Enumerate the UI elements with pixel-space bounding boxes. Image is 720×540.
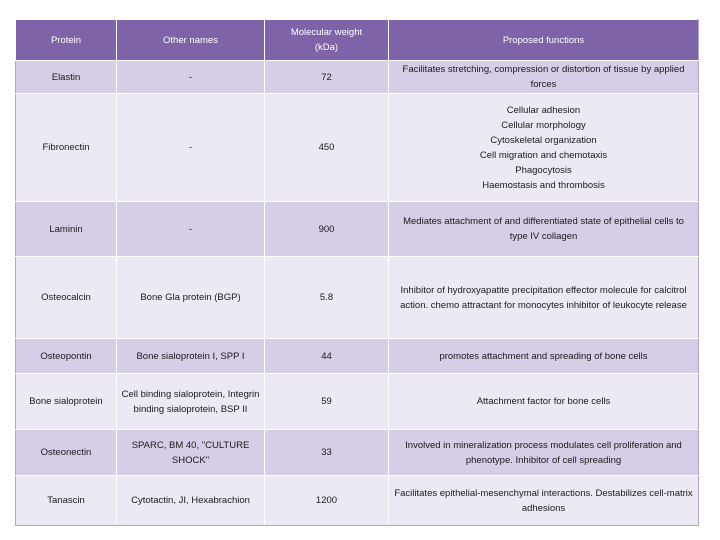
header-molecular-weight: Molecular weight (kDa) bbox=[265, 20, 389, 61]
protein-cell: Bone sialoprotein bbox=[16, 374, 117, 430]
table-row bbox=[16, 430, 699, 476]
other-names-cell: - bbox=[117, 94, 265, 202]
other-names-cell: Cell binding sialoprotein, Integrin binding sialoprotein, BSP II bbox=[117, 374, 265, 430]
function-line: Cellular morphology bbox=[501, 119, 586, 131]
function-line: Phagocytosis bbox=[515, 164, 572, 176]
table-row bbox=[16, 202, 699, 257]
header-protein: Protein bbox=[16, 20, 117, 61]
table-row bbox=[16, 476, 699, 526]
protein-cell: Osteonectin bbox=[16, 430, 117, 476]
other-names-cell: - bbox=[117, 61, 265, 94]
table-row bbox=[16, 339, 699, 374]
header-proposed-functions: Proposed functions bbox=[389, 20, 699, 61]
function-line: Cytoskeletal organization bbox=[490, 134, 597, 146]
other-names-cell: Bone Gla protein (BGP) bbox=[117, 257, 265, 339]
molecular-weight-cell: 44 bbox=[265, 339, 389, 374]
protein-cell: Fibronectin bbox=[16, 94, 117, 202]
functions-cell: Mediates attachment of and differentiated state of epithelial cells to type IV collagen bbox=[389, 202, 699, 257]
functions-cell: Facilitates epithelial-mesenchymal interactions. Destabilizes cell-matrix adhesions bbox=[389, 476, 699, 526]
functions-cell: Attachment factor for bone cells bbox=[389, 374, 699, 430]
molecular-weight-cell: 450 bbox=[265, 94, 389, 202]
other-names-cell: Bone sialoprotein I, SPP I bbox=[117, 339, 265, 374]
molecular-weight-cell: 59 bbox=[265, 374, 389, 430]
functions-cell: Inhibitor of hydroxyapatite precipitation effector molecule for calcitrol action. chemo attractant for monocytes inhibitor of leukocyte release bbox=[389, 257, 699, 339]
other-names-cell: Cytotactin, JI, Hexabrachion bbox=[117, 476, 265, 526]
functions-cell: Involved in mineralization process modulates cell proliferation and phenotype. Inhibitor of cell spreading bbox=[389, 430, 699, 476]
molecular-weight-cell: 33 bbox=[265, 430, 389, 476]
protein-cell: Osteopontin bbox=[16, 339, 117, 374]
function-line: Cellular adhesion bbox=[506, 104, 581, 116]
molecular-weight-cell: 72 bbox=[265, 61, 389, 94]
protein-table bbox=[15, 19, 699, 526]
table-row bbox=[16, 257, 699, 339]
functions-cell: Facilitates stretching, compression or distortion of tissue by applied forces bbox=[389, 61, 699, 94]
functions-cell bbox=[389, 94, 699, 202]
table-row bbox=[16, 94, 699, 202]
protein-cell: Elastin bbox=[16, 61, 117, 94]
other-names-cell: SPARC, BM 40, "CULTURE SHOCK" bbox=[117, 430, 265, 476]
molecular-weight-cell: 900 bbox=[265, 202, 389, 257]
molecular-weight-cell: 1200 bbox=[265, 476, 389, 526]
other-names-cell: - bbox=[117, 202, 265, 257]
table-row bbox=[16, 61, 699, 94]
header-other-names: Other names bbox=[117, 20, 265, 61]
function-line: Cell migration and chemotaxis bbox=[479, 149, 608, 161]
protein-cell: Tanascin bbox=[16, 476, 117, 526]
protein-cell: Laminin bbox=[16, 202, 117, 257]
function-line: Haemostasis and thrombosis bbox=[482, 179, 605, 191]
table-row bbox=[16, 374, 699, 430]
header-row bbox=[16, 20, 699, 61]
molecular-weight-cell: 5.8 bbox=[265, 257, 389, 339]
protein-cell: Osteocalcin bbox=[16, 257, 117, 339]
functions-cell: promotes attachment and spreading of bone cells bbox=[389, 339, 699, 374]
